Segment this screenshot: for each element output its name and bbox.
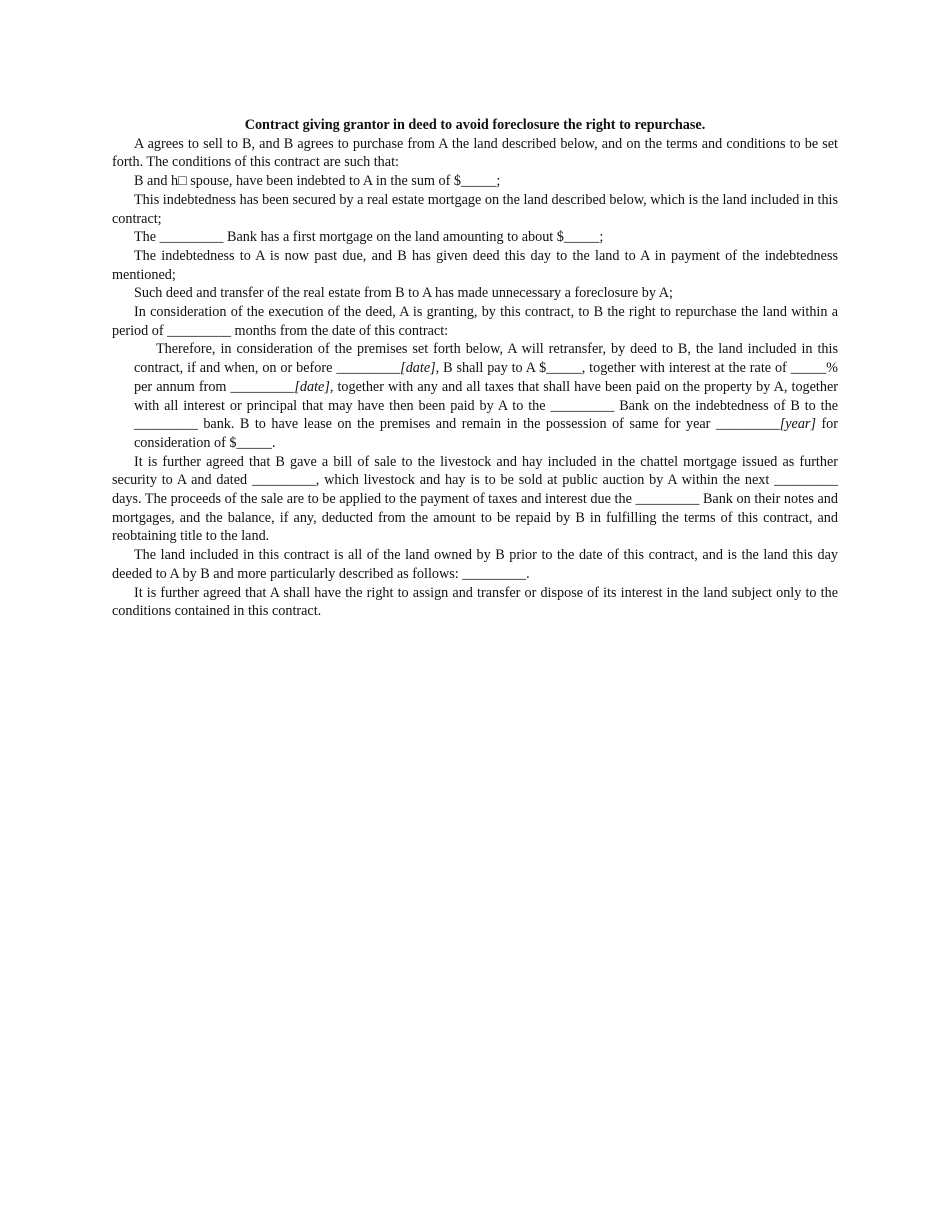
retransfer-text-c: , B shall pay to A $_____, together with interest at the rate of _____% per annum from _________ — [134, 360, 838, 395]
date-placeholder-1: [date] — [400, 360, 436, 377]
retransfer-text-a: Therefore, in consideration of the premises set forth below, A will retransfer, by deed to B, the land included in this contract, if and when, on or before _________ — [134, 341, 838, 377]
paragraph-mortgage-secured: This indebtedness has been secured by a real estate mortgage on the land described below, which is the land included in this contract; — [112, 191, 838, 227]
paragraph-past-due: The indebtedness to A is now past due, and B has given deed this day to the land to A in payment of the indebtedness mentioned; — [112, 247, 838, 283]
paragraph-first-mortgage: The _________ Bank has a first mortgage on the land amounting to about $_____; — [134, 229, 604, 246]
paragraph-repurchase-right: In consideration of the execution of the deed, A is granting, by this contract, to B the right to repurchase the land within a period of _________ months from the date of this contract: — [112, 304, 838, 339]
paragraph-indebted-sum: B and h□ spouse, have been indebted to A in the sum of $_____; — [134, 173, 501, 190]
retransfer-text-g: for consideration of $_____. — [134, 416, 838, 451]
document-title: Contract giving grantor in deed to avoid foreclosure the right to repurchase. — [244, 117, 706, 133]
paragraph-retransfer-terms — [134, 340, 838, 452]
retransfer-text-e: , together with any and all taxes that shall have been paid on the property by A, together with all interest or principal that may have then been paid by A to the _________ Bank on the indebtedness of B to the _________ bank. B to have lease on the premises and remain in the possession of same for year _________ — [134, 378, 838, 433]
year-placeholder: [year] — [779, 416, 816, 433]
paragraph-land-description: The land included in this contract is all of the land owned by B prior to the date of this contract, and is the land this day deeded to A by B and more particularly described as follows: _________. — [112, 547, 838, 582]
date-placeholder-2: [date] — [294, 378, 330, 395]
document-page — [112, 116, 838, 621]
paragraph-foreclosure: Such deed and transfer of the real estate from B to A has made unnecessary a foreclosure by A; — [134, 285, 673, 302]
paragraph-livestock-sale: It is further agreed that B gave a bill of sale to the livestock and hay included in the chattel mortgage issued as further security to A and dated _________, which livestock and hay is to be sold at public auction by A within the next _________ days. The proceeds of the sale are to be applied to the payment of taxes and interest due the _________ Bank on their notes and mortgages, and the balance, if any, deducted from the amount to be repaid by B in fulfilling the terms of this contract, and reobtaining title to the land. — [112, 453, 838, 545]
paragraph-agreement: A agrees to sell to B, and B agrees to purchase from A the land described below, and on the terms and conditions to be set forth. The conditions of this contract are such that: — [112, 135, 838, 171]
paragraph-assignment: It is further agreed that A shall have the right to assign and transfer or dispose of its interest in the land subject only to the conditions contained in this contract. — [112, 584, 838, 620]
